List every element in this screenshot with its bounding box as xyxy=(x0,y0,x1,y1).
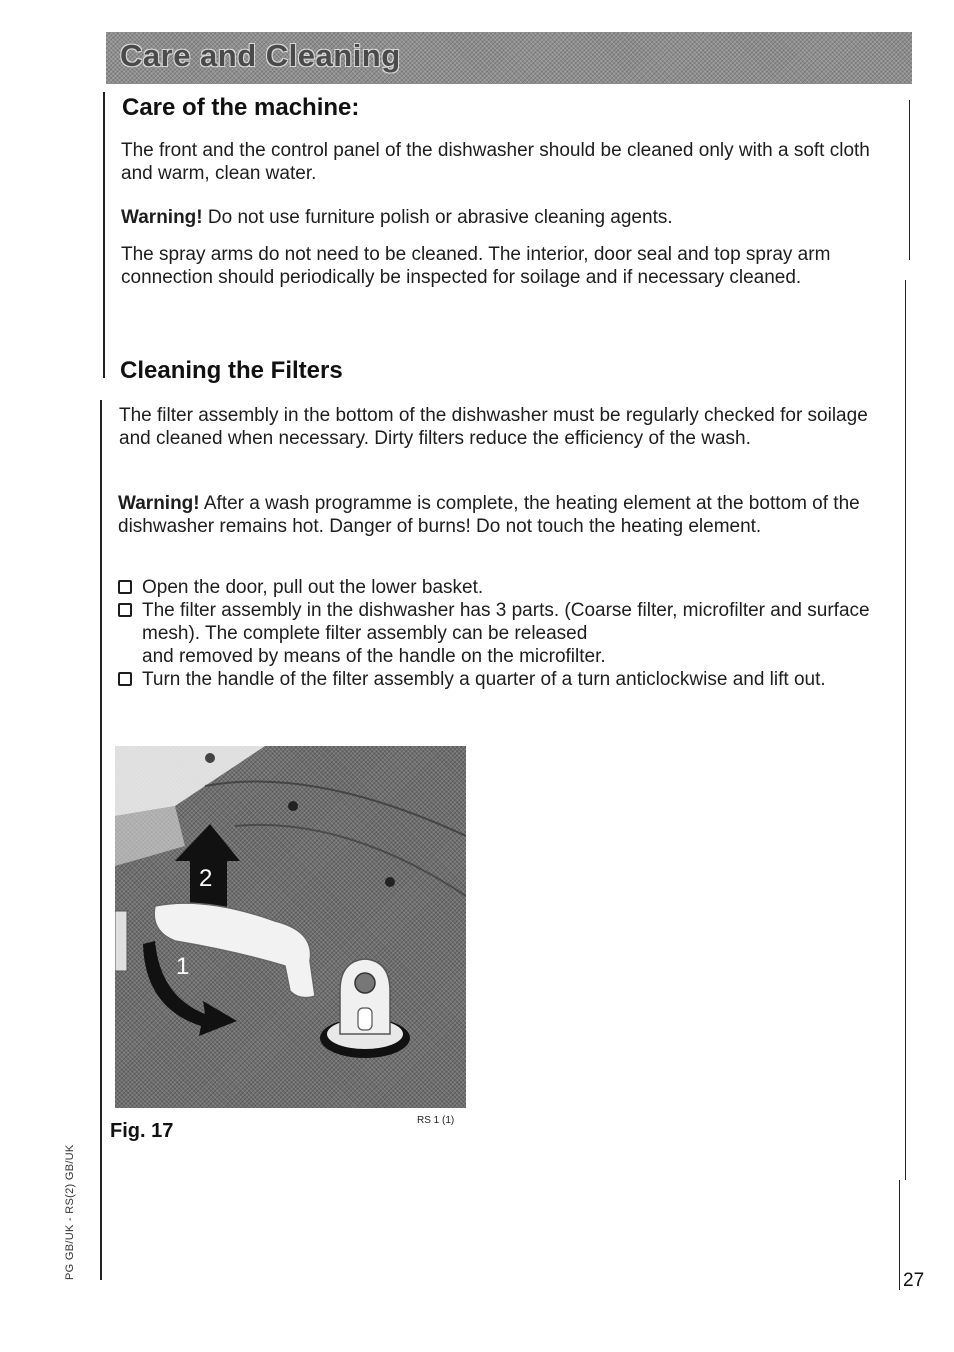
filters-heading: Cleaning the Filters xyxy=(120,357,343,384)
warning-text: Do not use furniture polish or abrasive cleaning agents. xyxy=(202,207,673,228)
margin-rule xyxy=(103,92,105,378)
checkbox-bullet-icon xyxy=(118,603,132,617)
arrow-2-label: 2 xyxy=(199,865,213,892)
step-text: Open the door, pull out the lower basket. xyxy=(142,577,484,598)
section-title: Care and Cleaning xyxy=(120,38,401,73)
filter-illustration-svg xyxy=(115,746,466,1108)
margin-rule xyxy=(100,400,102,1280)
list-item xyxy=(118,576,898,599)
step-text: Turn the handle of the filter assembly a quarter of a turn anticlockwise and lift out. xyxy=(142,669,826,690)
figure-reference-code: RS 1 (1) xyxy=(417,1115,455,1126)
filters-paragraph: The filter assembly in the bottom of the dishwasher must be regularly checked for soilage and cleaned when necessary. Dirty filters reduce the efficiency of the wash. xyxy=(119,405,868,449)
section-banner xyxy=(106,32,912,84)
care-heading: Care of the machine: xyxy=(122,94,360,121)
arrow-1-label: 1 xyxy=(176,953,190,980)
list-item xyxy=(118,599,898,645)
steps-list xyxy=(118,576,898,691)
filter-removal-illustration xyxy=(115,746,466,1108)
list-item xyxy=(118,668,898,691)
warning-label: Warning! xyxy=(118,493,200,514)
warning-text: After a wash programme is complete, the heating element at the bottom of the dishwasher remains hot. Danger of burns! Do not touch the heating element. xyxy=(118,493,860,537)
margin-rule xyxy=(899,1180,900,1290)
checkbox-bullet-icon xyxy=(118,580,132,594)
page-number: 27 xyxy=(903,1270,925,1291)
care-paragraph-spray: The spray arms do not need to be cleaned. The interior, door seal and top spray arm connection should periodically be inspected for soilage and if necessary cleaned. xyxy=(121,244,831,288)
step-continuation: and removed by means of the handle on the microfilter. xyxy=(142,646,606,667)
margin-rule xyxy=(905,280,906,1180)
document-code: PG GB/UK - RS(2) GB/UK xyxy=(64,1144,76,1280)
margin-rule xyxy=(909,100,910,260)
checkbox-bullet-icon xyxy=(118,672,132,686)
figure-caption: Fig. 17 xyxy=(110,1120,174,1142)
filters-warning xyxy=(118,492,894,538)
step-text: The filter assembly in the dishwasher has 3 parts. (Coarse filter, microfilter and surface mesh). The complete filter assembly can be released xyxy=(142,600,870,644)
warning-label: Warning! xyxy=(121,207,203,228)
care-warning xyxy=(121,206,899,229)
care-paragraph: The front and the control panel of the dishwasher should be cleaned only with a soft cloth and warm, clean water. xyxy=(121,140,870,184)
